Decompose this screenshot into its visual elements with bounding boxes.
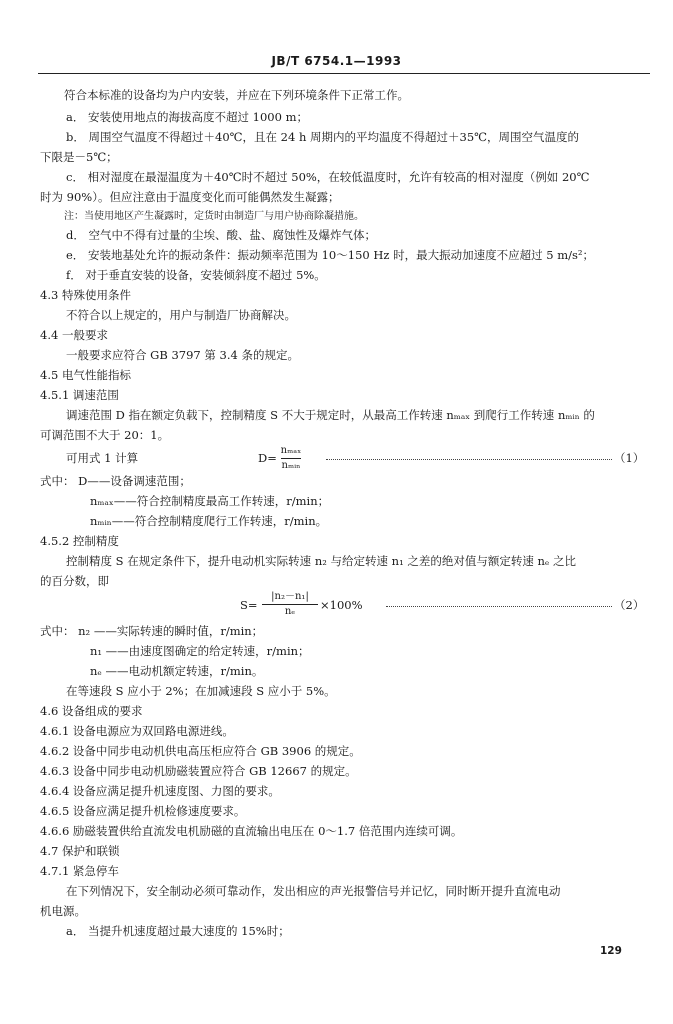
paragraph-line: 在等速段 S 应小于 2%；在加减速段 S 应小于 5%。 [66,684,336,698]
section-heading: 4.7 保护和联锁 [40,844,120,858]
list-item-c: c． 相对湿度在最湿温度为＋40℃时不超过 50%，在较低温度时，允许有较高的相对湿度（例如 20℃ [66,170,590,184]
section-heading: 4.3 特殊使用条件 [40,288,131,302]
list-item-b: b． 周围空气温度不得超过＋40℃，且在 24 h 周期内的平均温度不得超过＋35℃，周围空气温度的 [66,130,580,144]
formula-2-denominator: nₑ [284,606,296,617]
header-rule [38,73,650,74]
paragraph-line: 控制精度 S 在规定条件下，提升电动机实际转速 n₂ 与给定转速 n₁ 之差的绝对值与额定转速 nₑ 之比 [66,554,577,568]
paragraph-line: 下限是－5℃； [40,150,118,164]
formula-2-leader-dots [386,606,612,607]
formula-2-suffix: ×100% [320,598,363,612]
formula-2-numerator: |n₂－n₁| [271,591,309,602]
section-heading: 4.5 电气性能指标 [40,368,131,382]
page-number: 129 [600,945,622,957]
variable-definition: n₁ ——由速度图确定的给定转速，r/min； [90,644,310,658]
note-line: 注：当使用地区产生凝露时，定货时由制造厂与用户协商除凝措施。 [64,211,364,222]
paragraph-line: 时为 90%）。但应注意由于温度变化而可能偶然发生凝露； [40,190,340,204]
paragraph-line: 调速范围 D 指在额定负载下，控制精度 S 不大于规定时，从最高工作转速 nₘₐₓ 到爬行工作转速 nₘᵢₙ 的 [66,408,595,422]
clause-line: 4.6.6 励磁装置供给直流发电机励磁的直流输出电压在 0～1.7 倍范围内连续可调。 [40,824,463,838]
variable-definition: 式中： D——设备调速范围； [40,474,191,488]
section-heading: 4.5.1 调速范围 [40,388,119,402]
variable-definition: nₘᵢₙ——符合控制精度爬行工作转速，r/min。 [90,514,328,528]
paragraph-line: 符合本标准的设备均为户内安装，并应在下列环境条件下正常工作。 [64,88,409,102]
section-heading: 4.6 设备组成的要求 [40,704,143,718]
list-item-d: d． 空气中不得有过量的尘埃、酸、盐、腐蚀性及爆炸气体； [66,228,377,242]
list-item-a: a． 安装使用地点的海拔高度不超过 1000 m； [66,110,308,124]
paragraph-line: 可用式 1 计算 [66,451,139,465]
paragraph-line: 一般要求应符合 GB 3797 第 3.4 条的规定。 [66,348,299,362]
variable-definition: 式中： n₂ ——实际转速的瞬时值，r/min； [40,624,264,638]
section-heading: 4.5.2 控制精度 [40,534,119,548]
paragraph-line: 在下列情况下，安全制动必须可靠动作，发出相应的声光报警信号并记忆，同时断开提升直流电动 [66,884,561,898]
formula-1-fraction-bar [281,458,301,459]
formula-1-lhs: D= [258,451,277,465]
clause-line: 4.6.2 设备中同步电动机供电高压柜应符合 GB 3906 的规定。 [40,744,361,758]
formula-1-leader-dots [326,459,612,460]
list-item-e: e． 安装地基处允许的振动条件：振动频率范围为 10～150 Hz 时，最大振动加速度不应超过 5 m/s²； [66,248,595,262]
paragraph-line: 的百分数，即 [40,574,109,588]
list-item-f: f． 对于垂直安装的设备，安装倾斜度不超过 5%。 [66,268,326,282]
clause-line: 4.6.1 设备电源应为双回路电源进线。 [40,724,234,738]
clause-line: 4.6.5 设备应满足提升机检修速度要求。 [40,804,246,818]
clause-line: 4.6.4 设备应满足提升机速度图、力图的要求。 [40,784,280,798]
formula-1-numerator: nₘₐₓ [280,445,302,456]
clause-line: 4.6.3 设备中同步电动机励磁装置应符合 GB 12667 的规定。 [40,764,357,778]
formula-1-number: （1） [614,451,645,465]
formula-2-fraction-bar [262,604,318,605]
paragraph-line: 可调范围不大于 20：1。 [40,428,170,442]
formula-2-lhs: S= [240,598,258,612]
formula-1-denominator: nₘᵢₙ [281,460,301,471]
formula-2-number: （2） [614,598,645,612]
standard-code-header: JB/T 6754.1—1993 [271,54,402,68]
variable-definition: nₑ ——电动机额定转速，r/min。 [90,664,264,678]
section-heading: 4.7.1 紧急停车 [40,864,119,878]
variable-definition: nₘₐₓ——符合控制精度最高工作转速，r/min； [90,494,330,508]
list-item-a: a． 当提升机速度超过最大速度的 15%时； [66,924,290,938]
section-heading: 4.4 一般要求 [40,328,108,342]
paragraph-line: 机电源。 [40,904,86,918]
paragraph-line: 不符合以上规定的，用户与制造厂协商解决。 [66,308,296,322]
